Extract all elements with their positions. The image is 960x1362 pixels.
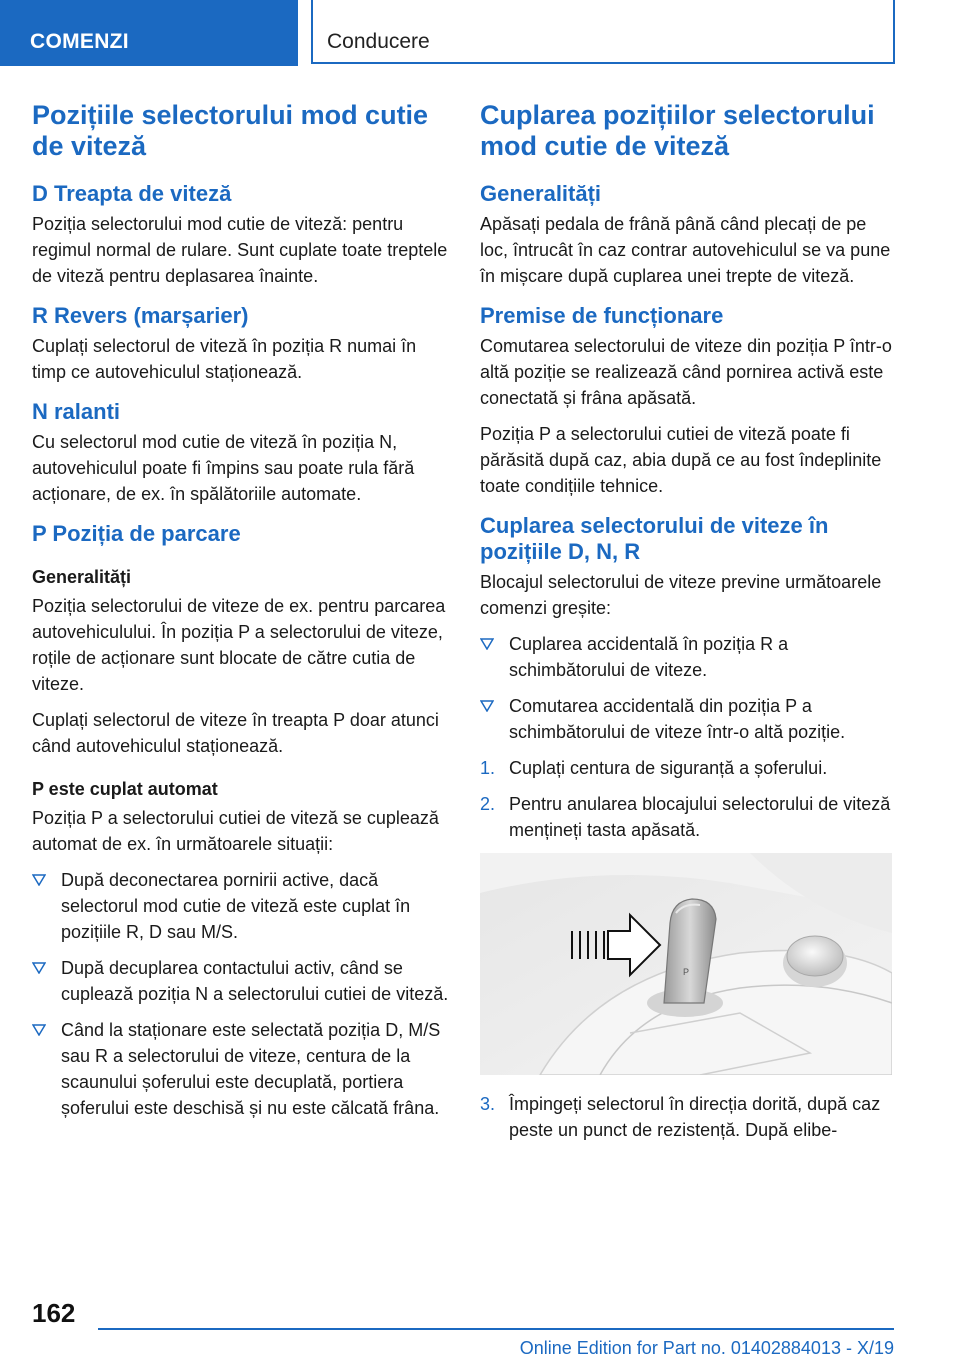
list-item	[480, 693, 892, 745]
triangle-bullet-icon	[32, 874, 46, 886]
step-item	[480, 791, 892, 843]
left-column	[32, 100, 450, 1131]
gear-selector-figure	[480, 853, 892, 1075]
list-item-text: După deconectarea pornirii active, dacă selectorul mod cutie de viteză este cuplat în pozițiile R, D sau M/S.	[61, 870, 411, 942]
list-item	[480, 631, 892, 683]
step-number: 2.	[480, 794, 496, 814]
list-item	[32, 867, 450, 945]
list-item	[32, 1017, 450, 1121]
step-item	[480, 1091, 892, 1143]
triangle-bullet-icon	[32, 962, 46, 974]
n-heading: N ralanti	[32, 399, 121, 424]
step-number: 3.	[480, 1094, 496, 1114]
edition-text[interactable]: Online Edition for Part no. 01402884013 - X/19	[519, 1338, 894, 1358]
step-text: Cuplați centura de siguranță a șoferului.	[509, 758, 828, 778]
gear-selector-illustration-icon	[480, 853, 892, 1075]
step-text: Împingeți selectorul în direcția dorită, după caz peste un punct de rezistență. După elibe-	[509, 1094, 881, 1140]
list-item-text: Comutarea accidentală din poziția P a schimbătorului de viteze într-o altă poziție.	[509, 696, 846, 742]
r-text: Cuplați selectorul de viteză în poziția R numai în timp ce autovehiculul staționează.	[32, 336, 417, 382]
steps-list-continued	[480, 1091, 892, 1143]
general-subheading: Generalități	[32, 567, 132, 587]
list-item-text: Când la staționare este selectată poziția D, M/S sau R a selectorului de viteze, centura de la scaunului șoferului este decuplată, portiera șoferului este deschisă și nu este călcată frâna.	[61, 1020, 441, 1118]
premise-text-2: Poziția P a selectorului cutiei de viteză poate fi părăsită după caz, abia după ce au fost îndeplinite toate condițiile tehnice.	[480, 424, 882, 496]
step-item	[480, 755, 892, 781]
triangle-bullet-icon	[32, 1024, 46, 1036]
auto-list	[32, 867, 450, 1121]
right-column	[480, 100, 892, 1153]
d-heading: D Treapta de viteză	[32, 181, 232, 206]
left-title: Pozițiile selectorului mod cutie de viteză	[32, 100, 429, 161]
svg-text:P: P	[683, 967, 690, 977]
auto-text: Poziția P a selectorului cutiei de viteză se cuplează automat de ex. în următoarele situații:	[32, 808, 439, 854]
d-text: Poziția selectorului mod cutie de viteză: pentru regimul normal de rulare. Sunt cuplate toate treptele de viteză pentru deplasarea înainte.	[32, 214, 448, 286]
step-number: 1.	[480, 758, 496, 778]
p-text-2: Cuplați selectorul de viteze în treapta P doar atunci când autovehiculul staționează.	[32, 710, 439, 756]
cuplare-text: Blocajul selectorului de viteze previne următoarele comenzi greșite:	[480, 572, 882, 618]
premise-heading: Premise de funcționare	[480, 303, 724, 328]
r-heading: R Revers (marșarier)	[32, 303, 249, 328]
n-text: Cu selectorul mod cutie de viteză în poziția N, autovehiculul poate fi împins sau poate rula fără acționare, de ex. în spălătoriile automate.	[32, 432, 415, 504]
list-item	[32, 955, 450, 1007]
page-header	[0, 0, 960, 66]
general-heading: Generalități	[480, 181, 602, 206]
page-number: 162	[32, 1298, 76, 1328]
auto-subheading: P este cuplat automat	[32, 779, 218, 799]
list-item-text: Cuplarea accidentală în poziția R a schimbătorului de viteze.	[509, 634, 789, 680]
general-text: Apăsați pedala de frână până când plecați de pe loc, întrucât în caz contrar autovehiculul se va pune în mișcare după cuplarea unei trepte de viteză.	[480, 214, 891, 286]
list-item-text: După decuplarea contactului activ, când se cuplează poziția N a selectorului cutiei de viteză.	[61, 958, 449, 1004]
steps-list	[480, 755, 892, 843]
step-text: Pentru anularea blocajului selectorului de viteză mențineți tasta apăsată.	[509, 794, 891, 840]
triangle-bullet-icon	[480, 638, 494, 650]
premise-text-1: Comutarea selectorului de viteze din poziția P într-o altă poziție se realizează când pornirea activă este conectată și frâna apăsată.	[480, 336, 892, 408]
bullet-list	[480, 631, 892, 745]
cuplare-heading: Cuplarea selectorului de viteze în pozițiile D, N, R	[480, 513, 829, 564]
p-heading: P Poziția de parcare	[32, 521, 241, 546]
section-tab[interactable]: COMENZI	[0, 0, 298, 66]
triangle-bullet-icon	[480, 700, 494, 712]
right-title: Cuplarea pozițiilor selectorului mod cutie de viteză	[480, 100, 875, 161]
p-text-1: Poziția selectorului de viteze de ex. pentru parcarea autovehiculului. În poziția P a selectorului de viteze, roțile de acționare sunt blocate de către cutia de viteze.	[32, 596, 446, 694]
footer-divider	[98, 1328, 894, 1330]
chapter-tab[interactable]: Conducere	[311, 0, 895, 64]
